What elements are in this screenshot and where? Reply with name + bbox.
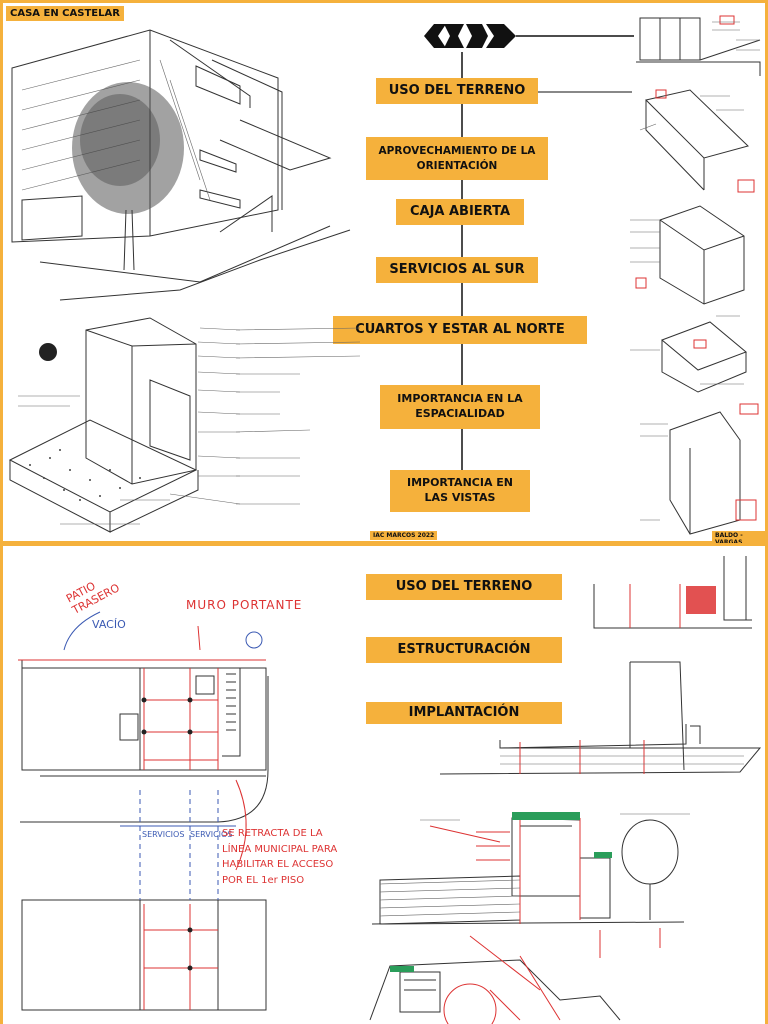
note-servicios-1: SERVICIOS bbox=[142, 830, 185, 839]
concept-caja-abierta: CAJA ABIERTA bbox=[396, 199, 524, 225]
concept-espacialidad: IMPORTANCIA EN LA ESPACIALIDAD bbox=[380, 385, 540, 429]
concept-servicios-al-sur: SERVICIOS AL SUR bbox=[376, 257, 538, 283]
concept-vistas: IMPORTANCIA EN LAS VISTAS bbox=[390, 470, 530, 512]
concept-uso-del-terreno-2: USO DEL TERRENO bbox=[366, 574, 562, 600]
concept-orientacion: APROVECHAMIENTO DE LA ORIENTACIÓN bbox=[366, 137, 548, 180]
footer-course: IAC MARCOS 2022 bbox=[370, 531, 437, 540]
concept-estructuracion: ESTRUCTURACIÓN bbox=[366, 637, 562, 663]
note-servicios-2: SERVICIOS bbox=[190, 830, 233, 839]
note-vacio: VACÍO bbox=[92, 618, 126, 631]
note-retraccion: SE RETRACTA DE LA LÍNEA MUNICIPAL PARA HABILITAR EL ACCESO POR EL 1er PISO bbox=[222, 828, 338, 886]
footer-authors: BALDO - bbox=[712, 531, 768, 547]
concept-uso-del-terreno: USO DEL TERRENO bbox=[376, 78, 538, 104]
note-patio-trasero: PATIO TRASERO bbox=[63, 579, 122, 617]
project-title: CASA EN CASTELAR bbox=[6, 6, 124, 21]
concept-implantacion: IMPLANTACIÓN bbox=[366, 702, 562, 724]
concept-cuartos-estar-norte: CUARTOS Y ESTAR AL NORTE bbox=[333, 316, 587, 344]
note-muro-portante: MURO PORTANTE bbox=[186, 598, 303, 612]
